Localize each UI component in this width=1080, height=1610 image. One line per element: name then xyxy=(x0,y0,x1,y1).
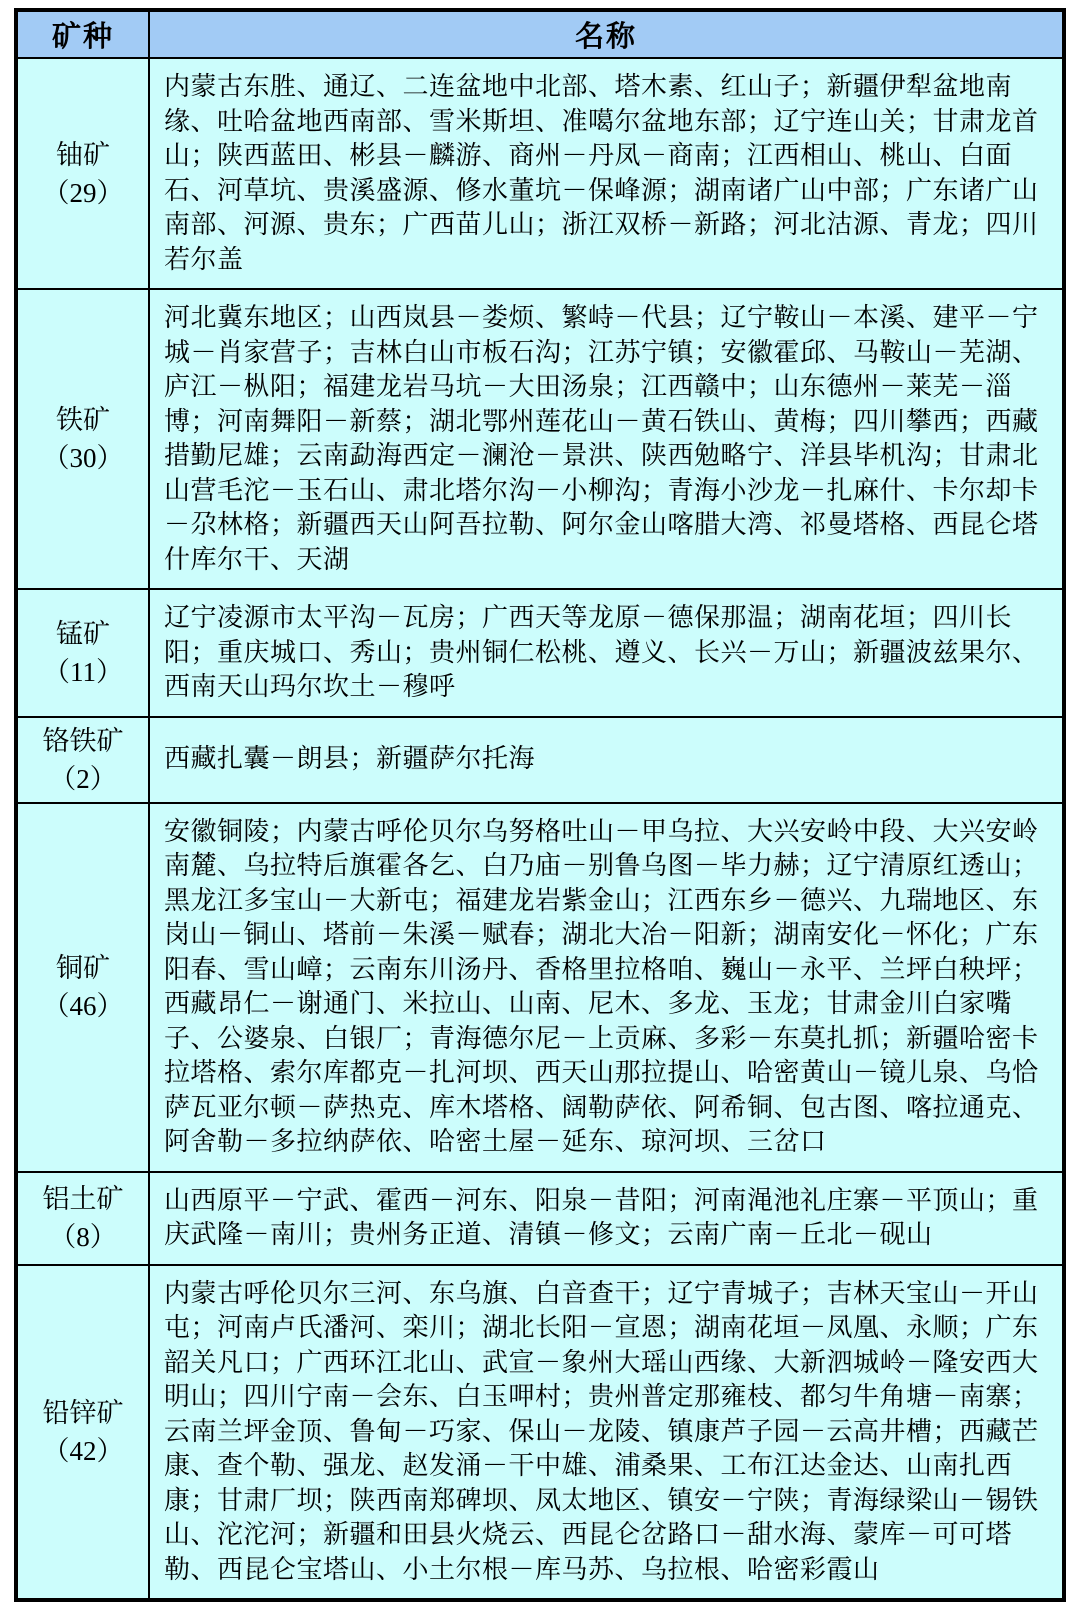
mineral-name-label: 铅锌矿 xyxy=(42,1397,124,1428)
mineral-type-cell xyxy=(16,589,149,717)
mineral-name-label: 铀矿 xyxy=(56,139,110,170)
mineral-count-label: （46） xyxy=(42,991,124,1021)
mineral-name-label: 铁矿 xyxy=(56,405,110,435)
mineral-names-cell: 西藏扎囊－朗县；新疆萨尔托海 xyxy=(149,717,1064,803)
header-mineral-type: 矿种 xyxy=(16,10,149,58)
mineral-type-cell xyxy=(16,1265,149,1601)
mineral-type-cell xyxy=(16,289,149,589)
table-row-uranium xyxy=(16,58,1064,289)
table-row-lead-zinc xyxy=(16,1265,1064,1601)
mineral-count-label: （30） xyxy=(42,443,124,473)
mineral-name-label: 铬铁矿 xyxy=(42,725,124,756)
mineral-type-cell xyxy=(16,1172,149,1265)
mineral-type-cell xyxy=(16,717,149,803)
mineral-names-cell: 内蒙古东胜、通辽、二连盆地中北部、塔木素、红山子；新疆伊犁盆地南缘、吐哈盆地西南部、雪米斯坦、准噶尔盆地东部；辽宁连山关；甘肃龙首山；陕西蓝田、彬县－麟游、商州－丹凤－商南；江西相山、桃山、白面石、河草坑、贵溪盛源、修水董坑－保峰源；湖南诸广山中部；广东诸广山南部、河源、贵东；广西苗儿山；浙江双桥－新路；河北沽源、青龙；四川若尔盖 xyxy=(149,58,1064,289)
table-header-row xyxy=(16,10,1064,58)
mineral-count-label: （29） xyxy=(42,177,124,208)
mineral-count-label: （2） xyxy=(49,763,117,794)
mineral-deposits-table xyxy=(14,8,1066,1602)
mineral-count-label: （8） xyxy=(49,1222,117,1252)
table-row-bauxite xyxy=(16,1172,1064,1265)
mineral-names-cell: 河北冀东地区；山西岚县－娄烦、繁峙－代县；辽宁鞍山－本溪、建平－宁城－肖家营子；吉林白山市板石沟；江苏宁镇；安徽霍邱、马鞍山－芜湖、庐江－枞阳；福建龙岩马坑－大田汤泉；江西赣中；山东德州－莱芜－淄博；河南舞阳－新蔡；湖北鄂州莲花山－黄石铁山、黄梅；四川攀西；西藏措勤尼雄；云南勐海西定－澜沧－景洪、陕西勉略宁、洋县毕机沟；甘肃北山营毛沱－玉石山、肃北塔尔沟－小柳沟；青海小沙龙－扎麻什、卡尔却卡－尕林格；新疆西天山阿吾拉勒、阿尔金山喀腊大湾、祁曼塔格、西昆仑塔什库尔干、天湖 xyxy=(149,289,1064,589)
mineral-count-label: （42） xyxy=(42,1435,124,1466)
table-row-chromite xyxy=(16,717,1064,803)
table-row-copper xyxy=(16,803,1064,1172)
mineral-names-cell: 安徽铜陵；内蒙古呼伦贝尔乌努格吐山－甲乌拉、大兴安岭中段、大兴安岭南麓、乌拉特后旗霍各乞、白乃庙－别鲁乌图－毕力赫；辽宁清原红透山；黑龙江多宝山－大新屯；福建龙岩紫金山；江西东乡－德兴、九瑞地区、东岗山－铜山、塔前－朱溪－赋春；湖北大冶－阳新；湖南安化－怀化；广东阳春、雪山嶂；云南东川汤丹、香格里拉格咱、巍山－永平、兰坪白秧坪；西藏昂仁－谢通门、米拉山、山南、尼木、多龙、玉龙；甘肃金川白家嘴子、公婆泉、白银厂；青海德尔尼－上贡麻、多彩－东莫扎抓；新疆哈密卡拉塔格、索尔库都克－扎河坝、西天山那拉提山、哈密黄山－镜儿泉、乌恰萨瓦亚尔顿－萨热克、库木塔格、阔勒萨依、阿希铜、包古图、喀拉通克、阿舍勒－多拉纳萨依、哈密土屋－延东、琼河坝、三岔口 xyxy=(149,803,1064,1172)
mineral-names-cell: 辽宁凌源市太平沟－瓦房；广西天等龙原－德保那温；湖南花垣；四川长阳；重庆城口、秀山；贵州铜仁松桃、遵义、长兴－万山；新疆波兹果尔、西南天山玛尔坎土－穆呼 xyxy=(149,589,1064,717)
header-names: 名称 xyxy=(149,10,1064,58)
table-row-manganese xyxy=(16,589,1064,717)
mineral-count-label: （11） xyxy=(43,656,123,687)
mineral-type-cell xyxy=(16,803,149,1172)
mineral-name-label: 锰矿 xyxy=(56,618,110,649)
mineral-names-cell: 内蒙古呼伦贝尔三河、东乌旗、白音查干；辽宁青城子；吉林天宝山－开山屯；河南卢氏潘河、栾川；湖北长阳－宣恩；湖南花垣－凤凰、永顺；广东韶关凡口；广西环江北山、武宣－象州大瑶山西缘、大新泗城岭－隆安西大明山；四川宁南－会东、白玉呷村；贵州普定那雍枝、都匀牛角塘－南寨；云南兰坪金顶、鲁甸－巧家、保山－龙陵、镇康芦子园－云高井槽；西藏芒康、查个勒、强龙、赵发涌－干中雄、浦桑果、工布江达金达、山南扎西康；甘肃厂坝；陕西南郑碑坝、凤太地区、镇安－宁陕；青海绿梁山－锡铁山、沱沱河；新疆和田县火烧云、西昆仑岔路口－甜水海、蒙库－可可塔勒、西昆仑宝塔山、小土尔根－库马苏、乌拉根、哈密彩霞山 xyxy=(149,1265,1064,1601)
mineral-name-label: 铜矿 xyxy=(56,953,110,983)
mineral-names-cell: 山西原平－宁武、霍西－河东、阳泉－昔阳；河南渑池礼庄寨－平顶山；重庆武隆－南川；贵州务正道、清镇－修文；云南广南－丘北－砚山 xyxy=(149,1172,1064,1265)
mineral-type-cell xyxy=(16,58,149,289)
table-row-iron xyxy=(16,289,1064,589)
mineral-name-label: 铝土矿 xyxy=(42,1184,124,1214)
